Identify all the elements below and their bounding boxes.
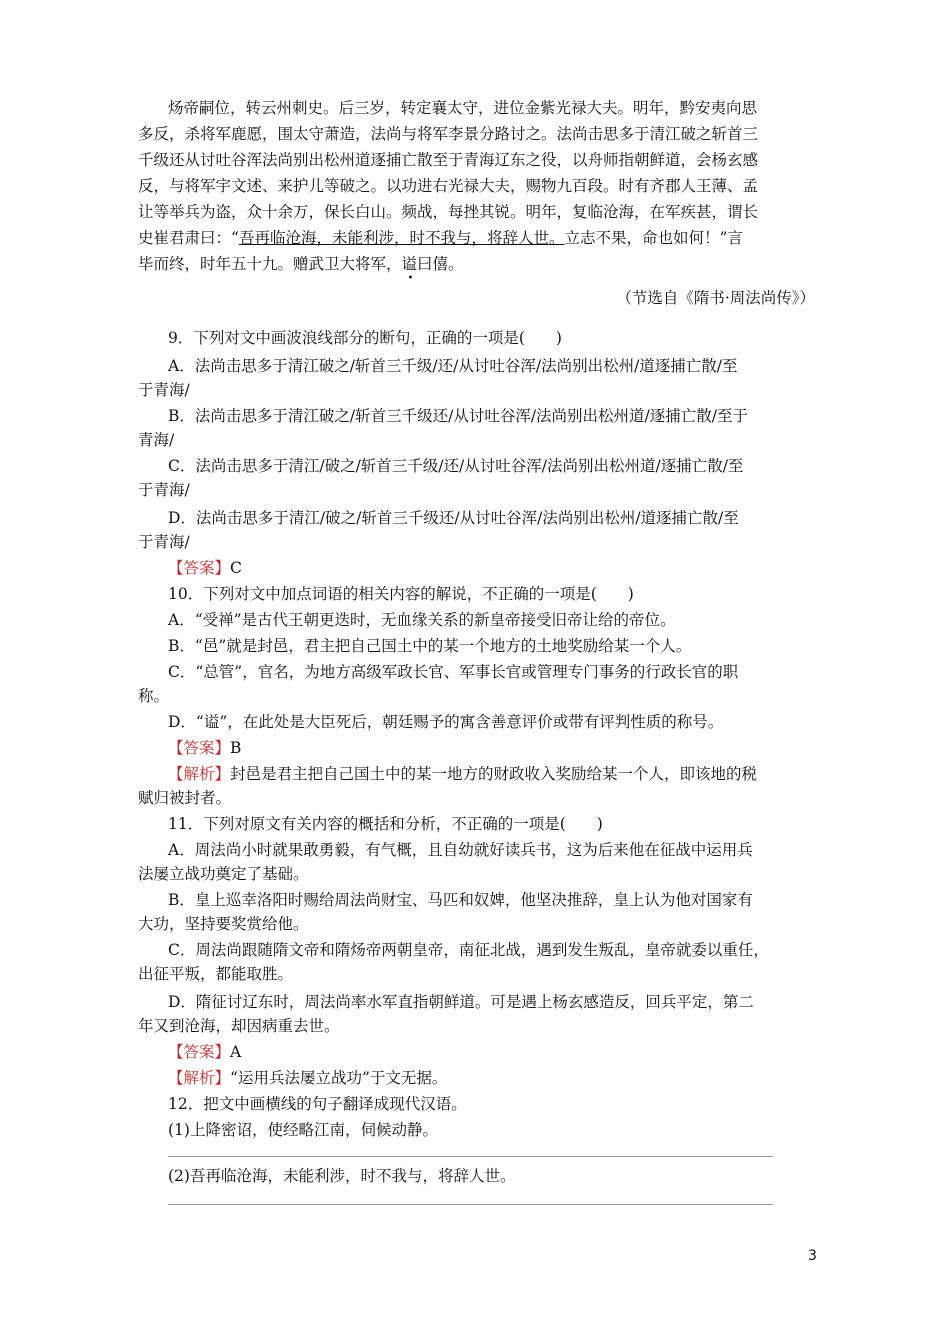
q12-sentence-1: (1)上降密诏，使经略江南，伺候动静。 bbox=[168, 1121, 438, 1139]
q9-option-b: B．法尚击思多于清江破之/斩首三千级还/从讨吐谷浑/法尚别出松州道/逐捕亡散/至于 bbox=[168, 407, 749, 425]
q10-option-a: A．“受禅”是古代王朝更迭时，无血缘关系的新皇帝接受旧帝让给的帝位。 bbox=[168, 611, 676, 629]
answer-tag: 【答案】 bbox=[168, 559, 231, 577]
q11-analysis bbox=[168, 1068, 828, 1088]
analysis-tag: 【解析】 bbox=[168, 765, 231, 783]
q10-analysis-cont: 赋归被封者。 bbox=[138, 789, 232, 807]
q9-option-b-cont: 青海/ bbox=[138, 431, 175, 449]
q9-option-d: D．法尚击思多于清江/破之/斩首三千级还/从讨吐谷浑/法尚别出松州/道逐捕亡散/至 bbox=[168, 509, 739, 527]
q11-option-a: A．周法尚小时就果敢勇毅，有气概，且自幼就好读兵书，这为后来他在征战中运用兵 bbox=[168, 841, 753, 859]
answer-tag: 【答案】 bbox=[168, 1043, 231, 1061]
passage-line-6 bbox=[138, 228, 828, 248]
q10-option-c-cont: 称。 bbox=[138, 687, 170, 705]
q9-option-c: C．法尚击思多于清江/破之/斩首三千级/还/从讨吐谷浑/法尚别出松州道/逐捕亡散/至 bbox=[168, 457, 744, 475]
q9-answer bbox=[168, 558, 828, 578]
dotted-word: 谥 bbox=[401, 255, 418, 273]
analysis-text: “运用兵法屡立战功”于文无据。 bbox=[230, 1069, 448, 1087]
q12-sentence-2: (2)吾再临沧海，未能利涉，时不我与，将辞人世。 bbox=[168, 1167, 516, 1185]
q9-option-d-cont: 于青海/ bbox=[138, 533, 190, 551]
q9-option-c-cont: 于青海/ bbox=[138, 481, 190, 499]
answer-tag: 【答案】 bbox=[168, 739, 231, 757]
answer-line-1 bbox=[168, 1156, 773, 1157]
passage-line-7 bbox=[138, 254, 828, 274]
q10-option-d: D．“谥”，在此处是大臣死后，朝廷赐予的寓含善意评价或带有评判性质的称号。 bbox=[168, 713, 724, 731]
passage-line-4: 反，与将军宇文述、来护儿等破之。以功进右光禄大夫，赐物九百段。时有齐郡人王薄、孟 bbox=[138, 177, 759, 195]
q10-option-c: C．“总管”，官名，为地方高级军政长官、军事长官或管理专门事务的行政长官的职 bbox=[168, 663, 739, 681]
passage-text: 曰僖。 bbox=[417, 255, 464, 273]
q11-option-d: D．隋征讨辽东时，周法尚率水军直指朝鲜道。可是遇上杨玄感造反，回兵平定，第二 bbox=[168, 993, 754, 1011]
q9-stem: 9．下列对文中画波浪线部分的断句，正确的一项是( ) bbox=[168, 329, 562, 347]
passage-line-2: 多反，杀将军鹿愿，围太守萧造，法尚与将军李景分路讨之。法尚击思多于清江破之斩首三 bbox=[138, 125, 759, 143]
q9-option-a: A．法尚击思多于清江破之/斩首三千级/还/从讨吐谷浑/法尚别出松州/道逐捕亡散/至 bbox=[168, 357, 738, 375]
analysis-text: 封邑是君主把自己国土中的某一地方的财政收入奖励给某一个人，即该地的税 bbox=[230, 765, 758, 783]
q10-answer bbox=[168, 738, 828, 758]
answer-value: C bbox=[230, 559, 242, 577]
answer-value: B bbox=[230, 739, 242, 757]
q11-option-c: C．周法尚跟随隋文帝和隋炀帝两朝皇帝，南征北战，遇到发生叛乱，皇帝就委以重任， bbox=[168, 941, 769, 959]
underlined-sentence: 吾再临沧海，未能利涉，时不我与，将辞人世。 bbox=[238, 229, 565, 247]
q9-option-a-cont: 于青海/ bbox=[138, 381, 190, 399]
answer-line-2 bbox=[168, 1204, 773, 1205]
q11-stem: 11．下列对原文有关内容的概括和分析，不正确的一项是( ) bbox=[168, 815, 603, 833]
q11-option-b: B．皇上巡幸洛阳时赐给周法尚财宝、马匹和奴婢，他坚决推辞，皇上认为他对国家有 bbox=[168, 891, 753, 909]
q11-option-d-cont: 年又到沧海，却因病重去世。 bbox=[138, 1017, 340, 1035]
q11-answer bbox=[168, 1042, 828, 1062]
q11-option-b-cont: 大功，坚持要奖赏给他。 bbox=[138, 915, 309, 933]
q12-stem: 12．把文中画横线的句子翻译成现代汉语。 bbox=[168, 1095, 467, 1113]
q10-option-b: B．“邑”就是封邑，君主把自己国土中的某一个地方的土地奖励给某一个人。 bbox=[168, 637, 692, 655]
source-citation: （节选自《隋书·周法尚传》） bbox=[616, 289, 815, 307]
passage-line-3: 千级还从讨吐谷浑法尚别出松州道逐捕亡散至于青海辽东之役，以舟师指朝鲜道，会杨玄感 bbox=[138, 151, 759, 169]
passage-text: 史崔君肃曰：“ bbox=[138, 229, 239, 247]
page-number: 3 bbox=[808, 1248, 817, 1264]
passage-line-5: 让等举兵为盗，众十余万，保长白山。频战，每挫其锐。明年，复临沧海，在军疾甚，谓长 bbox=[138, 203, 759, 221]
answer-value: A bbox=[230, 1043, 242, 1061]
q11-option-a-cont: 法屡立战功奠定了基础。 bbox=[138, 865, 309, 883]
passage-text: 毕而终，时年五十九。赠武卫大将军， bbox=[138, 255, 402, 273]
passage-text: 立志不果，命也如何！”言 bbox=[564, 229, 743, 247]
passage-line-1: 炀帝嗣位，转云州刺史。后三岁，转定襄太守，进位金紫光禄大夫。明年，黔安夷向思 bbox=[168, 99, 758, 117]
analysis-tag: 【解析】 bbox=[168, 1069, 231, 1087]
q10-stem: 10．下列对文中加点词语的相关内容的解说，不正确的一项是( ) bbox=[168, 585, 634, 603]
q11-option-c-cont: 出征平叛，都能取胜。 bbox=[138, 965, 294, 983]
q10-analysis bbox=[168, 764, 828, 784]
